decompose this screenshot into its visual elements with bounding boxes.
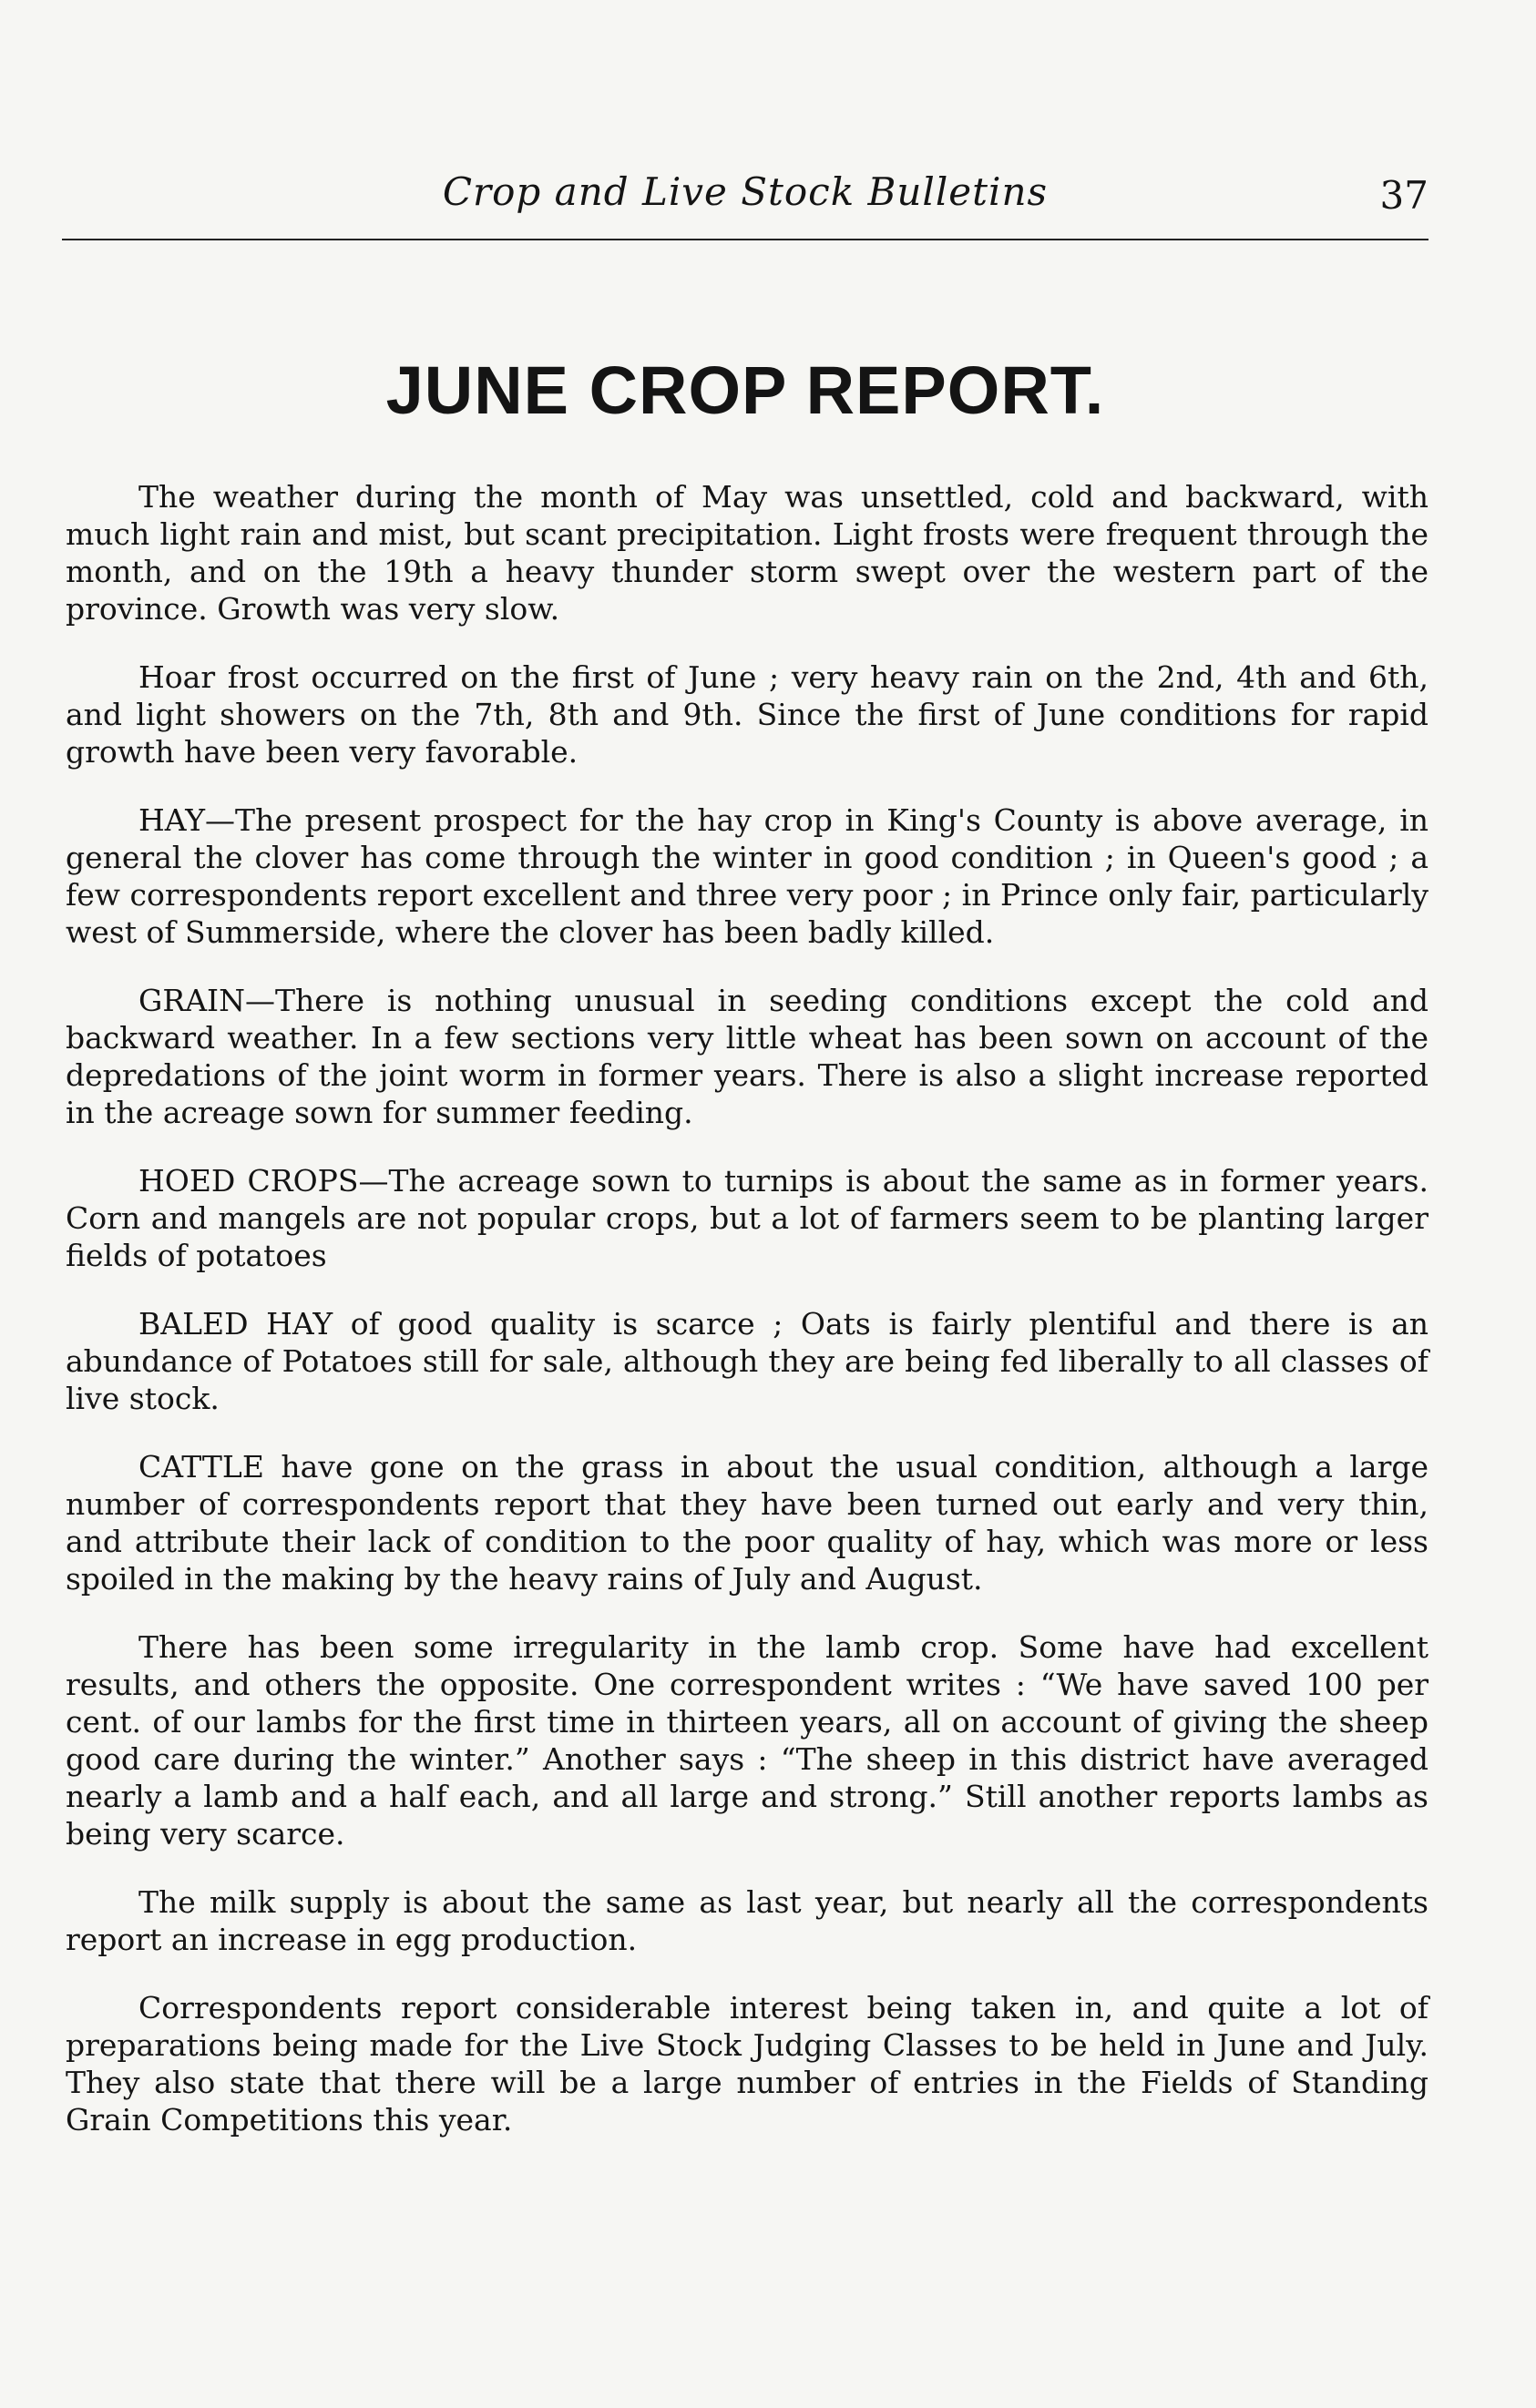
page-header [62,164,1428,237]
paragraph-weather-may: The weather during the month of May was unsettled, cold and backward, with much light rain and mist, but scant precipitation. Light frosts were frequent through the month, and on the 19th a heavy thunder storm swept over the western part of the province. Growth was very slow. [66,479,1428,627]
header-rule [62,239,1428,240]
report-body [66,478,1428,2169]
paragraph-baled-hay: BALED HAY of good quality is scarce ; Oats is fairly plentiful and there is an abundance of Potatoes still for sale, although they are being fed liberally to all classes of live stock. [66,1306,1428,1416]
running-title: Crop and Live Stock Bulletins [442,169,1049,214]
paragraph-weather-june: Hoar frost occurred on the first of June ; very heavy rain on the 2nd, 4th and 6th, and light showers on the 7th, 8th and 9th. Since the first of June conditions for rapid growth have been very favorable. [66,659,1428,770]
paragraph-lamb-crop: There has been some irregularity in the lamb crop. Some have had excellent results, and others the opposite. One correspondent writes : “We have saved 100 per cent. of our lambs for the first time in thirteen years, all on account of giving the sheep good care during the winter.” Another says : “The sheep in this district have averaged nearly a lamb and a half each, and all large and strong.” Still another reports lambs as being very scarce. [66,1629,1428,1852]
paragraph-hay: HAY—The present prospect for the hay crop in King's County is above average, in general the clover has come through the winter in good condition ; in Queen's good ; a few correspondents report excellent and three very poor ; in Prince only fair, particularly west of Summerside, where the clover has been badly killed. [66,802,1428,950]
paragraph-milk-supply: The milk supply is about the same as last year, but nearly all the correspondents report an increase in egg production. [66,1884,1428,1957]
paragraph-cattle: CATTLE have gone on the grass in about the usual condition, although a large number of correspondents report that they have been turned out early and very thin, and attribute their lack of condition to the poor quality of hay, which was more or less spoiled in the making by the heavy rains of July and August. [66,1449,1428,1597]
page-number: 37 [1379,173,1428,218]
paragraph-hoed-crops: HOED CROPS—The acreage sown to turnips is about the same as in former years. Corn and mangels are not popular crops, but a lot of farmers seem to be planting larger fields of potatoes [66,1163,1428,1273]
paragraph-judging-classes: Correspondents report considerable interest being taken in, and quite a lot of preparations being made for the Live Stock Judging Classes to be held in June and July. They also state that there will be a large number of entries in the Fields of Standing Grain Competitions this year. [66,1990,1428,2138]
report-title: JUNE CROP REPORT. [385,352,1105,428]
paragraph-grain: GRAIN—There is nothing unusual in seeding conditions except the cold and backward weather. In a few sections very little wheat has been sown on account of the depredations of the joint worm in former years. There is also a slight increase reported in the acreage sown for summer feeding. [66,983,1428,1130]
